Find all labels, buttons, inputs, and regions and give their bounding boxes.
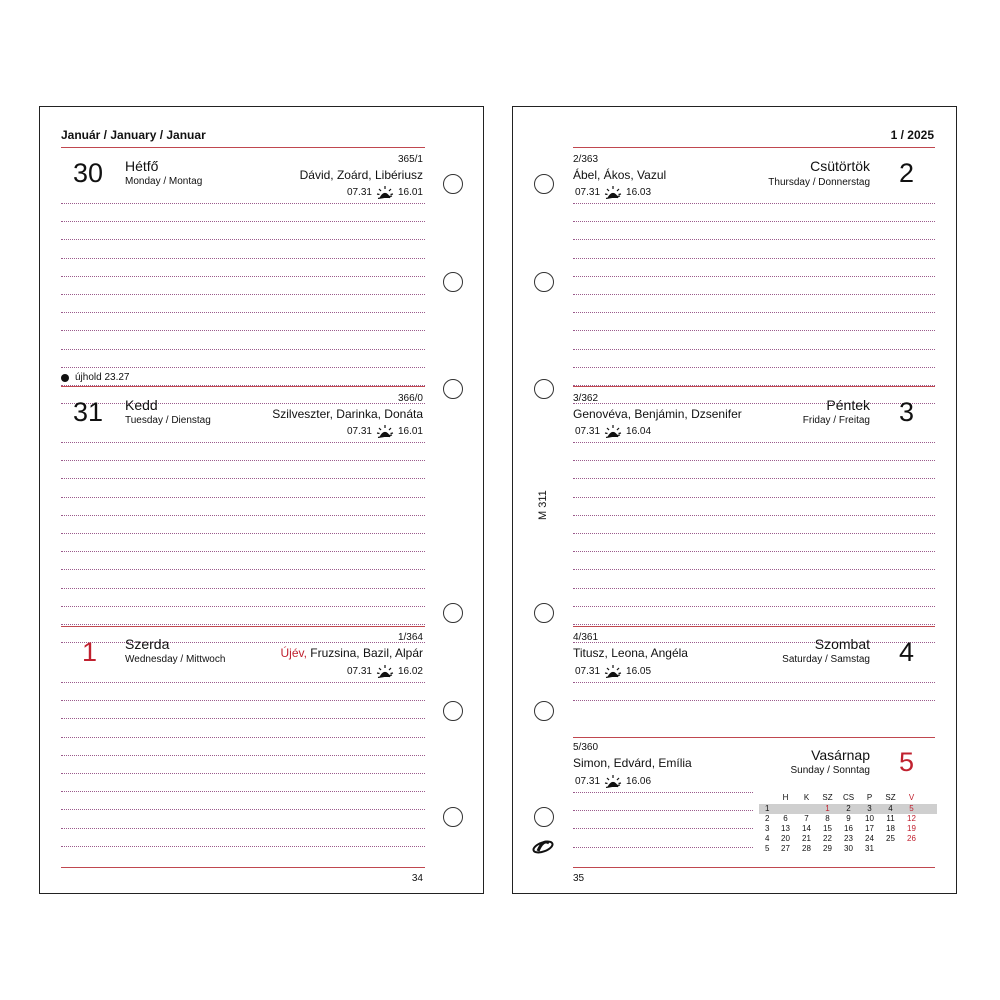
day-name: Vasárnap [811, 747, 870, 763]
mini-calendar-header [759, 792, 937, 804]
sun-times [347, 185, 423, 199]
writing-line[interactable] [61, 312, 425, 313]
mini-calendar-day: 13 [781, 824, 790, 833]
mini-calendar-day: 14 [802, 824, 811, 833]
day-rule [573, 386, 935, 387]
sun-times [575, 774, 651, 788]
sunset-time: 16.01 [397, 425, 423, 437]
mini-calendar-day: 5 [909, 804, 914, 813]
day-translation: Monday / Montag [125, 176, 203, 187]
day-number: 30 [73, 158, 104, 188]
week-number: 3 [765, 824, 770, 833]
left-page [39, 106, 484, 894]
writing-line[interactable] [573, 442, 935, 443]
mini-calendar-day: 19 [907, 824, 916, 833]
mini-calendar-day: 8 [825, 814, 830, 823]
writing-line[interactable] [573, 588, 935, 589]
moon-phase [61, 372, 130, 383]
footer-rule [61, 867, 425, 868]
writing-line[interactable] [61, 349, 425, 350]
writing-line[interactable] [573, 239, 935, 240]
writing-line[interactable] [61, 258, 425, 259]
page-number: 35 [573, 873, 585, 884]
writing-line[interactable] [573, 203, 935, 204]
sun-times [575, 664, 651, 678]
day-number: 5 [898, 747, 914, 777]
day-rule [61, 626, 425, 627]
writing-line[interactable] [573, 515, 935, 516]
mini-calendar-day: 3 [867, 804, 872, 813]
day-name: Csütörtök [810, 158, 870, 174]
day-counter: 4/361 [573, 632, 599, 643]
mini-calendar [759, 792, 937, 854]
day-translation: Friday / Freitag [802, 415, 870, 426]
mini-calendar-day: 4 [888, 804, 893, 813]
weekday-header: H [782, 793, 789, 802]
weekday-header: SZ [885, 793, 896, 802]
day-counter: 2/363 [573, 154, 599, 165]
name-days: Dávid, Zoárd, Libériusz [299, 168, 423, 182]
writing-line[interactable] [61, 203, 425, 204]
day-counter: 3/362 [573, 393, 599, 404]
day-translation: Saturday / Samstag [782, 654, 870, 665]
moon-phase-text: újhold 23.27 [75, 372, 130, 383]
day-number: 3 [898, 397, 914, 427]
weekday-header: P [866, 793, 873, 802]
week-number: 4 [765, 834, 770, 843]
sunset-time: 16.01 [397, 186, 423, 198]
writing-line[interactable] [573, 276, 935, 277]
mini-calendar-day: 27 [781, 844, 790, 853]
day-number: 4 [898, 637, 914, 667]
mini-calendar-day: 16 [844, 824, 853, 833]
writing-line[interactable] [61, 221, 425, 222]
header-rule [61, 147, 425, 148]
writing-line[interactable] [61, 755, 425, 756]
binder-hole [443, 701, 463, 721]
day-counter: 1/364 [397, 632, 423, 643]
writing-line[interactable] [61, 718, 425, 719]
new-moon-icon [61, 374, 69, 382]
writing-line[interactable] [61, 624, 425, 625]
name-days: Titusz, Leona, Angéla [573, 646, 688, 660]
mini-calendar-day: 18 [886, 824, 895, 833]
sunrise-time: 07.31 [346, 425, 372, 437]
writing-line[interactable] [61, 276, 425, 277]
day-number: 1 [82, 637, 98, 667]
day-translation: Tuesday / Dienstag [125, 415, 211, 426]
writing-line[interactable] [61, 682, 425, 683]
mini-calendar-day: 31 [865, 844, 874, 853]
mini-calendar-day: 20 [781, 834, 790, 843]
binder-hole [534, 272, 554, 292]
writing-line[interactable] [61, 700, 425, 701]
writing-line[interactable] [61, 809, 425, 810]
writing-line[interactable] [61, 497, 425, 498]
writing-line[interactable] [61, 533, 425, 534]
writing-line[interactable] [573, 221, 935, 222]
day-translation: Wednesday / Mittwoch [125, 654, 226, 665]
mini-calendar-week [759, 814, 937, 824]
writing-line[interactable] [573, 312, 935, 313]
sunrise-time: 07.31 [575, 186, 601, 198]
writing-line[interactable] [61, 442, 425, 443]
day-rule [573, 737, 935, 738]
day-translation: Thursday / Donnerstag [768, 177, 870, 188]
writing-line[interactable] [61, 460, 425, 461]
mini-calendar-day: 15 [823, 824, 832, 833]
week-number: 5 [765, 844, 770, 853]
header-rule [573, 147, 935, 148]
writing-line[interactable] [573, 533, 935, 534]
mini-calendar-day: 24 [865, 834, 874, 843]
mini-calendar-day: 2 [846, 804, 851, 813]
writing-line[interactable] [61, 606, 425, 607]
writing-line[interactable] [573, 682, 935, 683]
month-header: Január / January / Januar [61, 128, 206, 142]
product-code: M 311 [537, 490, 549, 520]
writing-line[interactable] [573, 294, 935, 295]
holiday-name: Újév, [280, 646, 307, 660]
writing-line[interactable] [61, 828, 425, 829]
mini-calendar-day: 12 [907, 814, 916, 823]
writing-line[interactable] [573, 847, 753, 848]
mini-calendar-day: 7 [804, 814, 809, 823]
mini-calendar-day: 21 [802, 834, 811, 843]
sunrise-time: 07.31 [346, 665, 372, 677]
sunrise-sunset-icon [376, 424, 394, 438]
weekday-header: V [908, 793, 915, 802]
mini-calendar-week [759, 804, 937, 814]
sun-times [575, 185, 651, 199]
mini-calendar-day: 17 [865, 824, 874, 833]
writing-line[interactable] [61, 642, 425, 643]
mini-calendar-day: 23 [844, 834, 853, 843]
writing-line[interactable] [61, 239, 425, 240]
sunset-time: 16.06 [626, 775, 652, 787]
binder-hole [534, 379, 554, 399]
writing-line[interactable] [573, 828, 753, 829]
binder-hole [443, 272, 463, 292]
writing-line[interactable] [61, 846, 425, 847]
writing-line[interactable] [61, 773, 425, 774]
day-counter: 366/0 [397, 393, 423, 404]
weekday-header: SZ [822, 793, 833, 802]
mini-calendar-day: 28 [802, 844, 811, 853]
mini-calendar-day [775, 804, 796, 814]
day-name: Kedd [125, 397, 158, 413]
binder-hole [534, 807, 554, 827]
writing-line[interactable] [61, 403, 425, 404]
mini-calendar-day [796, 804, 817, 814]
week-number: 1 [765, 804, 770, 813]
mini-calendar-day [901, 844, 922, 854]
binder-hole [534, 603, 554, 623]
mini-calendar-day: 22 [823, 834, 832, 843]
mini-calendar-day: 1 [825, 804, 830, 813]
name-days: Simon, Edvárd, Emília [573, 756, 692, 770]
publisher-logo-icon [531, 837, 555, 862]
sunrise-sunset-icon [604, 424, 622, 438]
sunset-time: 16.03 [626, 186, 652, 198]
binder-hole [534, 174, 554, 194]
mini-calendar-week [759, 824, 937, 834]
sunset-time: 16.04 [626, 425, 652, 437]
day-rule [61, 386, 425, 387]
sunrise-sunset-icon [376, 664, 394, 678]
writing-line[interactable] [61, 569, 425, 570]
day-number: 31 [73, 397, 104, 427]
writing-line[interactable] [61, 791, 425, 792]
writing-line[interactable] [573, 367, 935, 368]
day-name: Hétfő [125, 158, 159, 174]
day-name: Szombat [814, 636, 870, 652]
binder-hole [443, 603, 463, 623]
sunrise-sunset-icon [604, 185, 622, 199]
mini-calendar-day: 26 [907, 834, 916, 843]
weekday-header: CS [842, 793, 855, 802]
year-week-header: 1 / 2025 [890, 128, 934, 142]
day-counter: 365/1 [397, 154, 423, 165]
writing-line[interactable] [61, 737, 425, 738]
writing-line[interactable] [61, 294, 425, 295]
sunset-time: 16.02 [397, 665, 423, 677]
writing-line[interactable] [573, 330, 935, 331]
writing-line[interactable] [61, 478, 425, 479]
name-days: Szilveszter, Darinka, Donáta [272, 407, 423, 421]
writing-line[interactable] [573, 551, 935, 552]
sun-times [347, 424, 423, 438]
writing-line[interactable] [61, 367, 425, 368]
sunrise-sunset-icon [604, 774, 622, 788]
writing-line[interactable] [573, 810, 753, 811]
mini-calendar-day: 9 [846, 814, 851, 823]
binder-hole [443, 807, 463, 827]
writing-line[interactable] [573, 700, 935, 701]
mini-calendar-day: 10 [865, 814, 874, 823]
sunrise-sunset-icon [604, 664, 622, 678]
writing-line[interactable] [61, 330, 425, 331]
mini-calendar-week [759, 834, 937, 844]
writing-line[interactable] [573, 642, 935, 643]
binder-hole [534, 701, 554, 721]
binder-hole [443, 174, 463, 194]
mini-calendar-day: 30 [844, 844, 853, 853]
writing-line[interactable] [573, 258, 935, 259]
day-rule [573, 626, 935, 627]
writing-line[interactable] [573, 792, 753, 793]
sunrise-time: 07.31 [346, 186, 372, 198]
sunrise-time: 07.31 [575, 425, 601, 437]
writing-line[interactable] [573, 569, 935, 570]
day-name: Péntek [826, 397, 870, 413]
footer-rule [573, 867, 935, 868]
sun-times [347, 664, 423, 678]
sun-times [575, 424, 651, 438]
writing-line[interactable] [573, 403, 935, 404]
mini-calendar-day: 29 [823, 844, 832, 853]
right-page [512, 106, 957, 894]
mini-calendar-day: 11 [886, 814, 895, 823]
sunset-time: 16.05 [626, 665, 652, 677]
day-counter: 5/360 [573, 742, 599, 753]
mini-calendar-day [880, 844, 901, 854]
mini-calendar-day: 6 [783, 814, 788, 823]
name-days: Ábel, Ákos, Vazul [573, 168, 667, 182]
name-days [281, 646, 424, 660]
sunrise-sunset-icon [376, 185, 394, 199]
writing-line[interactable] [573, 349, 935, 350]
writing-line[interactable] [573, 624, 935, 625]
binder-hole [443, 379, 463, 399]
weekday-header: K [803, 793, 810, 802]
name-days: Genovéva, Benjámin, Dzsenifer [573, 407, 742, 421]
writing-line[interactable] [573, 497, 935, 498]
day-name: Szerda [125, 636, 170, 652]
writing-line[interactable] [61, 551, 425, 552]
mini-calendar-day: 25 [886, 834, 895, 843]
writing-line[interactable] [573, 460, 935, 461]
writing-line[interactable] [61, 588, 425, 589]
sunrise-time: 07.31 [575, 665, 601, 677]
name-days-text: Fruzsina, Bazil, Alpár [306, 646, 423, 660]
writing-line[interactable] [573, 478, 935, 479]
week-number: 2 [765, 814, 770, 823]
sunrise-time: 07.31 [575, 775, 601, 787]
page-number: 34 [411, 873, 423, 884]
writing-line[interactable] [573, 606, 935, 607]
writing-line[interactable] [61, 515, 425, 516]
day-number: 2 [898, 158, 914, 188]
mini-calendar-week [759, 844, 937, 854]
day-translation: Sunday / Sonntag [790, 765, 870, 776]
